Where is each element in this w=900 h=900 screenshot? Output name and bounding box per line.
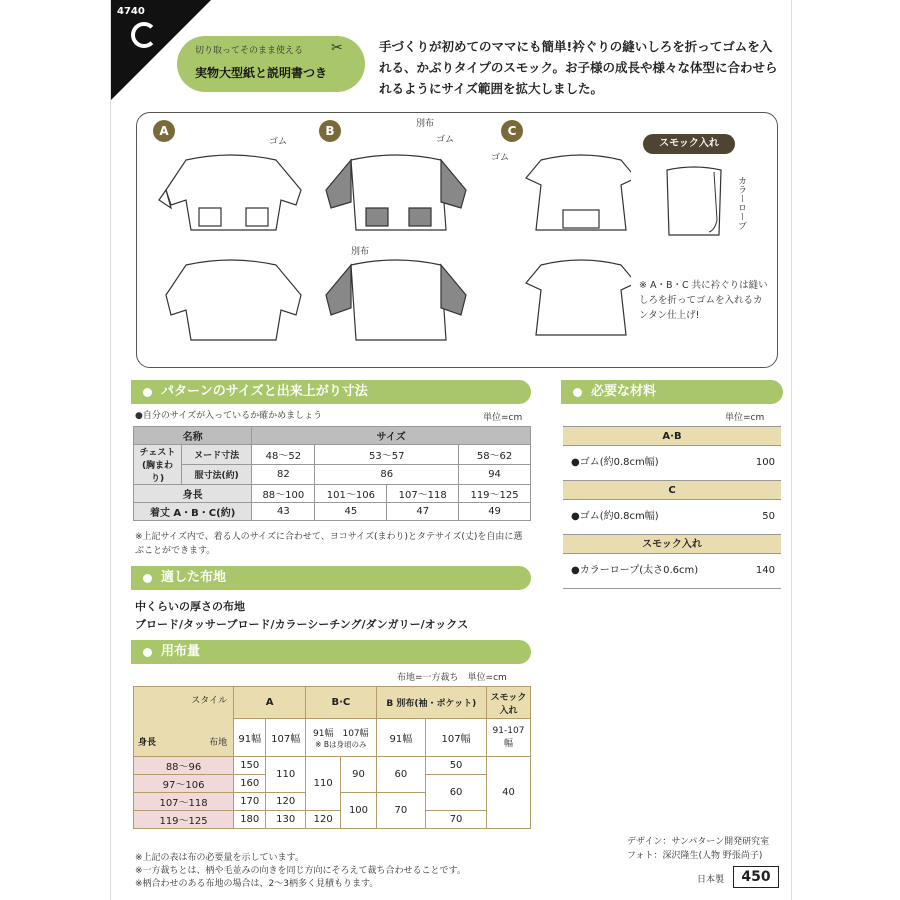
materials-list [563, 426, 781, 589]
usage-table [133, 686, 531, 829]
bc107-1: 90 [341, 757, 376, 793]
brand-logo [131, 22, 157, 48]
style-b-front [326, 155, 466, 230]
height-2: 101〜106 [315, 485, 387, 503]
usage-note-1: ※上記の表は布の必要量を示しています。 [135, 853, 304, 863]
height-4: 119〜125 [459, 485, 531, 503]
a91-2: 160 [234, 775, 266, 793]
size-subtitle: ●自分のサイズが入っているか確かめましょう [135, 411, 323, 421]
b107-3: 70 [426, 811, 487, 829]
group-bag: スモック入れ [487, 687, 531, 719]
nude-3: 58〜62 [459, 445, 531, 465]
usage-corner [134, 687, 234, 757]
style-b-back [326, 260, 466, 340]
b91-2: 70 [376, 793, 425, 829]
row-h3: 107〜118 [134, 793, 234, 811]
a107-3: 130 [266, 811, 306, 829]
badge-subtitle: 切り取ってそのまま使える [195, 46, 304, 56]
chest-sublabel: (胸まわり) [141, 461, 174, 484]
chest-label-text: チェスト [139, 448, 176, 458]
materials-unit: 単位=cm [725, 413, 765, 423]
bullet-icon [573, 388, 582, 397]
style-b-marker: B [319, 120, 341, 142]
smock-bag-label: スモック入れ [643, 134, 735, 154]
size-note: ※上記サイズ内で、着る人のサイズに合わせて、ヨコサイズ(まわり)とタテサイズ(丈)を自由に選ぶことができます。 [135, 532, 523, 556]
width-col-label: 布地 [209, 738, 228, 748]
finish-1: 82 [252, 465, 315, 485]
w-bc91: 91幅 [313, 728, 334, 739]
a91-4: 180 [234, 811, 266, 829]
finish-2: 86 [315, 465, 459, 485]
height-col-label: 身長 [138, 738, 157, 748]
a91-1: 150 [234, 757, 266, 775]
row-h4: 119〜125 [134, 811, 234, 829]
bag-1: 40 [487, 757, 531, 829]
label-gomu-b: ゴム [436, 135, 455, 145]
w-bc107: 107幅 [342, 728, 369, 739]
style-c-back [526, 260, 631, 335]
height-3: 107〜118 [387, 485, 459, 503]
finish-3: 94 [459, 465, 531, 485]
mat-row-bag [563, 554, 781, 588]
price-box: 450 [733, 866, 779, 888]
mat-value-ab: 100 [755, 457, 775, 468]
label-collar-rope: カラーロープ [736, 176, 746, 230]
bc-note: ※ Bは身頃のみ [315, 739, 367, 749]
length-label: 着丈 A・B・C(約) [134, 503, 252, 521]
photo-credit: フォト：深沢隆生(人物 野張尚子) [627, 851, 763, 861]
materials-title: 必要な材料 [591, 384, 657, 399]
style-a-front [159, 155, 301, 230]
style-c-marker: C [501, 120, 523, 142]
label-betsununo-bottom: 別布 [351, 247, 370, 257]
group-bc: B·C [306, 687, 377, 719]
size-section-title: パターンのサイズと出来上がり寸法 [161, 384, 368, 399]
size-table [133, 426, 531, 521]
row-h1: 88〜96 [134, 757, 234, 775]
fabric-section-header [131, 566, 531, 590]
nude-1: 48〜52 [252, 445, 315, 465]
label-gomu-c: ゴム [491, 153, 510, 163]
mat-item-c: ●ゴム(約0.8cm幅) [571, 511, 659, 522]
height-1: 88〜100 [252, 485, 315, 503]
smock-bag-illustration [659, 160, 729, 250]
length-4: 49 [459, 503, 531, 521]
badge-title: 実物大型紙と説明書つき [195, 66, 328, 80]
style-a-marker: A [153, 120, 175, 142]
bc91-1: 110 [306, 757, 341, 811]
mat-group-c: C [563, 480, 781, 500]
a107-2: 120 [266, 793, 306, 811]
w-b91: 91幅 [376, 719, 425, 757]
length-1: 43 [252, 503, 315, 521]
fabric-section-title: 適した布地 [161, 570, 227, 585]
row-h2: 97〜106 [134, 775, 234, 793]
height-label: 身長 [134, 485, 252, 503]
garment-illustrations [151, 130, 631, 360]
length-2: 45 [315, 503, 387, 521]
bullet-icon [143, 388, 152, 397]
chest-label [134, 445, 182, 485]
mat-value-c: 50 [762, 511, 775, 522]
b107-1: 50 [426, 757, 487, 775]
style-c-front [526, 155, 631, 230]
bc91-2: 120 [306, 811, 341, 829]
col-name: 名称 [134, 427, 252, 445]
label-gomu-a: ゴム [269, 137, 288, 147]
bullet-icon [143, 648, 152, 657]
mat-row-c [563, 500, 781, 534]
w-b107: 107幅 [426, 719, 487, 757]
materials-section-header [561, 380, 783, 404]
mat-item-ab: ●ゴム(約0.8cm幅) [571, 457, 659, 468]
b107-2: 60 [426, 775, 487, 811]
style-a-back [166, 260, 301, 340]
usage-note-2: ※一方裁ちとは、柄や毛並みの向きを同じ方向にそろえて裁ち合わせることです。 [135, 866, 466, 876]
label-betsununo-top: 別布 [416, 119, 435, 129]
size-unit: 単位=cm [483, 413, 523, 423]
mat-group-bag: スモック入れ [563, 534, 781, 554]
usage-section-title: 用布量 [161, 644, 201, 659]
bc107-2: 100 [341, 793, 376, 829]
mat-row-ab [563, 446, 781, 480]
made-in-japan: 日本製 [697, 875, 725, 885]
neckline-note: ※ A・B・C 共に衿ぐりは縫いしろを折ってゴムを入れるカンタン仕上げ! [639, 280, 768, 321]
length-3: 47 [387, 503, 459, 521]
w-a91: 91幅 [234, 719, 266, 757]
mat-item-bag: ●カラーロープ(太さ0.6cm) [571, 565, 699, 576]
w-bag: 91-107幅 [487, 719, 531, 757]
w-a107: 107幅 [266, 719, 306, 757]
scissors-icon: ✂ [331, 40, 343, 56]
pattern-back-page [110, 0, 792, 900]
design-credit: デザイン：サンパターン開発研究室 [627, 837, 770, 847]
mat-group-ab: A·B [563, 426, 781, 446]
finish-label: 服寸法(約) [182, 465, 252, 485]
group-a: A [234, 687, 306, 719]
nude-label: ヌード寸法 [182, 445, 252, 465]
nude-2: 53〜57 [315, 445, 459, 465]
w-bc [306, 719, 377, 757]
usage-unit: 布地=一方裁ち 単位=cm [397, 673, 507, 683]
bullet-icon [143, 574, 152, 583]
fabric-list: ブロード/タッサーブロード/カラーシーチング/ダンガリー/オックス [135, 618, 469, 631]
style-label: スタイル [191, 696, 228, 706]
col-size: サイズ [252, 427, 531, 445]
usage-note-3: ※柄合わせのある布地の場合は、2〜3柄多く見積もります。 [135, 879, 379, 889]
group-b-betsununo: B 別布(袖・ポケット) [376, 687, 486, 719]
size-section-header [131, 380, 531, 404]
intro-text: 手づくりが初めてのママにも簡単!衿ぐりの縫いしろを折ってゴムを入れる、かぶりタイプのスモック。お子様の成長や様々な体型に合わせられるようにサイズ範囲を拡大しました。 [379, 39, 778, 96]
b91-1: 60 [376, 757, 425, 793]
usage-section-header [131, 640, 531, 664]
usage-notes [135, 852, 466, 891]
mat-value-bag: 140 [755, 565, 775, 576]
a107-1: 110 [266, 757, 306, 793]
a91-3: 170 [234, 793, 266, 811]
pattern-code: 4740 [117, 6, 145, 17]
fabric-weight: 中くらいの厚さの布地 [135, 600, 245, 613]
